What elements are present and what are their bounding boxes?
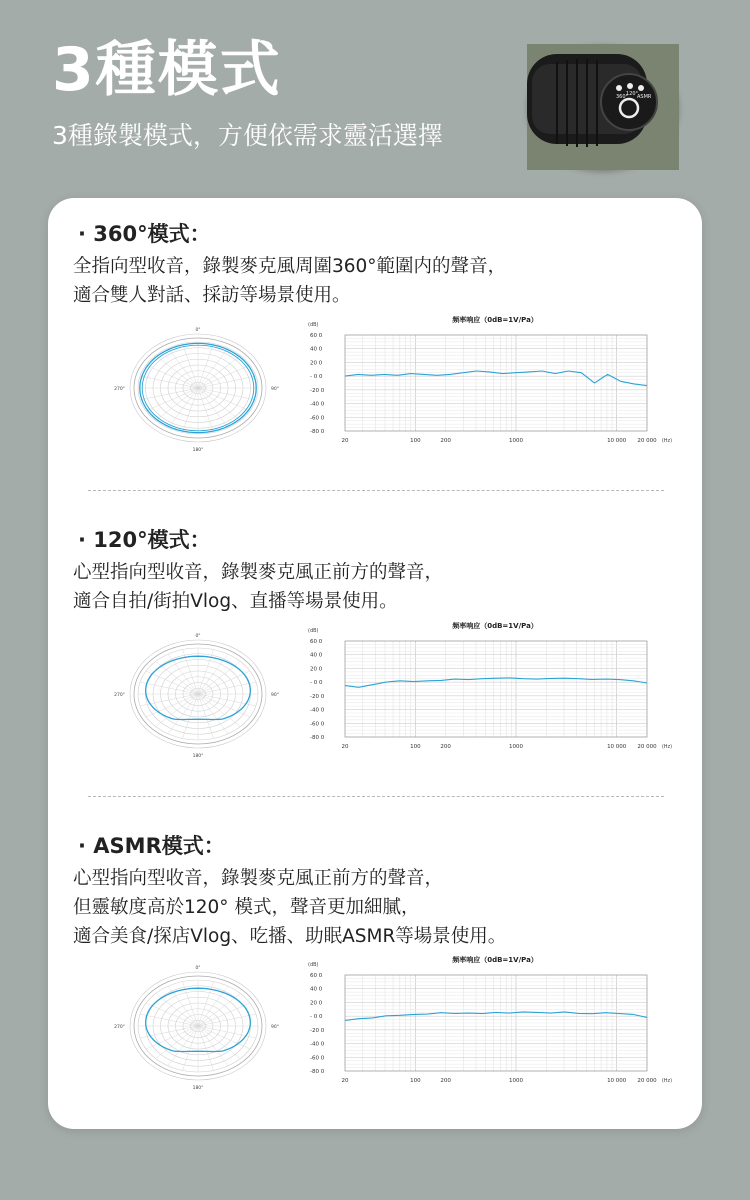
- frequency-response-chart: [270, 312, 673, 447]
- y-tick-label: 60 0: [310, 973, 323, 979]
- y-tick-label: 40 0: [310, 986, 323, 993]
- polar-pattern-diagram: [108, 956, 288, 1096]
- description-line: 心型指向型收音，錄製麥克風正前方的聲音，: [73, 868, 444, 889]
- polar-angle-label: 270°: [114, 693, 125, 698]
- chart-title: 频率响应（0dB=1V/Pa）: [452, 622, 538, 630]
- y-tick-label: -40 0: [310, 707, 325, 714]
- y-tick-label: 60 0: [310, 639, 323, 645]
- x-tick-label: 20 000: [637, 744, 657, 750]
- description-line: 適合雙人對話、採訪等場景使用。: [73, 285, 351, 306]
- y-tick-label: -40 0: [310, 1041, 325, 1048]
- mode-knob-image: [527, 44, 679, 170]
- frequency-response-line: [345, 371, 647, 386]
- polar-angle-label: 0°: [195, 634, 201, 639]
- y-tick-label: 40 0: [310, 346, 323, 353]
- mode-description: [73, 252, 506, 310]
- x-tick-label: 1000: [509, 1078, 524, 1084]
- section-divider: [88, 490, 664, 491]
- frequency-response-chart: [270, 952, 673, 1087]
- y-tick-label: -80 0: [310, 1069, 325, 1075]
- polar-angle-label: 180°: [192, 448, 204, 453]
- mode-description: [73, 864, 506, 951]
- y-tick-label: - 0 0: [310, 680, 323, 687]
- x-axis-unit: (Hz): [661, 438, 673, 444]
- x-tick-label: 100: [410, 1078, 421, 1084]
- mode-section-120: [48, 524, 702, 784]
- x-tick-label: 20 000: [637, 438, 657, 444]
- x-tick-label: 10 000: [607, 1078, 627, 1084]
- modes-card: [48, 198, 702, 1129]
- x-tick-label: 200: [440, 438, 451, 444]
- y-axis-unit: (dB): [308, 962, 319, 968]
- x-axis-unit: (Hz): [661, 1078, 673, 1084]
- y-tick-label: -60 0: [310, 721, 325, 728]
- y-tick-label: -60 0: [310, 415, 325, 422]
- mode-section-asmr: [48, 830, 702, 1120]
- y-tick-label: -20 0: [310, 693, 325, 700]
- description-line: 心型指向型收音，錄製麥克風正前方的聲音，: [73, 562, 444, 583]
- polar-angle-label: 90°: [271, 693, 279, 698]
- x-tick-label: 20 000: [637, 1078, 657, 1084]
- y-tick-label: - 0 0: [310, 1014, 323, 1021]
- mode-title: · ASMR模式：: [78, 834, 225, 858]
- polar-angle-label: 0°: [195, 966, 201, 971]
- polar-angle-label: 270°: [114, 1025, 125, 1030]
- x-tick-label: 100: [410, 438, 421, 444]
- polar-angle-label: 90°: [271, 1025, 279, 1030]
- frequency-response-line: [345, 678, 647, 687]
- page-title: 3種模式: [52, 35, 282, 105]
- x-tick-label: 20: [341, 1078, 349, 1084]
- x-axis-unit: (Hz): [661, 744, 673, 750]
- y-tick-label: -60 0: [310, 1055, 325, 1062]
- page-subtitle: 3種錄製模式，方便依需求靈活選擇: [52, 121, 443, 150]
- description-line: 全指向型收音，錄製麥克風周圍360°範圍内的聲音，: [73, 256, 507, 277]
- y-tick-label: 20 0: [310, 666, 323, 673]
- y-tick-label: - 0 0: [310, 374, 323, 381]
- y-tick-label: -80 0: [310, 735, 325, 741]
- x-tick-label: 1000: [509, 744, 524, 750]
- x-tick-label: 10 000: [607, 744, 627, 750]
- y-axis-unit: (dB): [308, 322, 319, 328]
- mode-description: [73, 558, 443, 616]
- polar-angle-label: 0°: [195, 328, 201, 333]
- description-line: 但靈敏度高於120° 模式，聲音更加細膩，: [73, 897, 420, 918]
- section-divider: [88, 796, 664, 797]
- x-tick-label: 10 000: [607, 438, 627, 444]
- y-tick-label: 40 0: [310, 652, 323, 659]
- description-line: 適合自拍/街拍Vlog、直播等場景使用。: [73, 591, 398, 612]
- polar-pattern-diagram: [108, 624, 288, 764]
- polar-angle-label: 180°: [192, 1086, 204, 1091]
- x-tick-label: 1000: [509, 438, 524, 444]
- y-tick-label: -20 0: [310, 387, 325, 394]
- y-tick-label: -20 0: [310, 1027, 325, 1034]
- x-tick-label: 200: [440, 744, 451, 750]
- y-tick-label: -80 0: [310, 429, 325, 435]
- polar-angle-label: 270°: [114, 387, 125, 392]
- y-tick-label: 60 0: [310, 333, 323, 339]
- knob-label-120: 120°: [626, 91, 639, 97]
- frequency-response-chart: [270, 618, 673, 753]
- mode-title: · 360°模式：: [78, 222, 211, 246]
- y-axis-unit: (dB): [308, 628, 319, 634]
- polar-angle-label: 90°: [271, 387, 279, 392]
- y-tick-label: 20 0: [310, 1000, 323, 1007]
- mode-title: · 120°模式：: [78, 528, 211, 552]
- x-tick-label: 100: [410, 744, 421, 750]
- x-tick-label: 20: [341, 438, 349, 444]
- knob-label-asmr: ASMR: [637, 94, 652, 100]
- knob-label-360: 360°: [616, 94, 629, 100]
- polar-angle-label: 180°: [192, 754, 204, 759]
- y-tick-label: 20 0: [310, 360, 323, 367]
- mode-section-360: [48, 218, 702, 478]
- y-tick-label: -40 0: [310, 401, 325, 408]
- chart-title: 频率响应（0dB=1V/Pa）: [452, 956, 538, 964]
- x-tick-label: 20: [341, 744, 349, 750]
- chart-title: 频率响应（0dB=1V/Pa）: [452, 316, 538, 324]
- polar-pattern-diagram: [108, 318, 288, 458]
- description-line: 適合美食/探店Vlog、吃播、助眠ASMR等場景使用。: [73, 926, 507, 947]
- x-tick-label: 200: [440, 1078, 451, 1084]
